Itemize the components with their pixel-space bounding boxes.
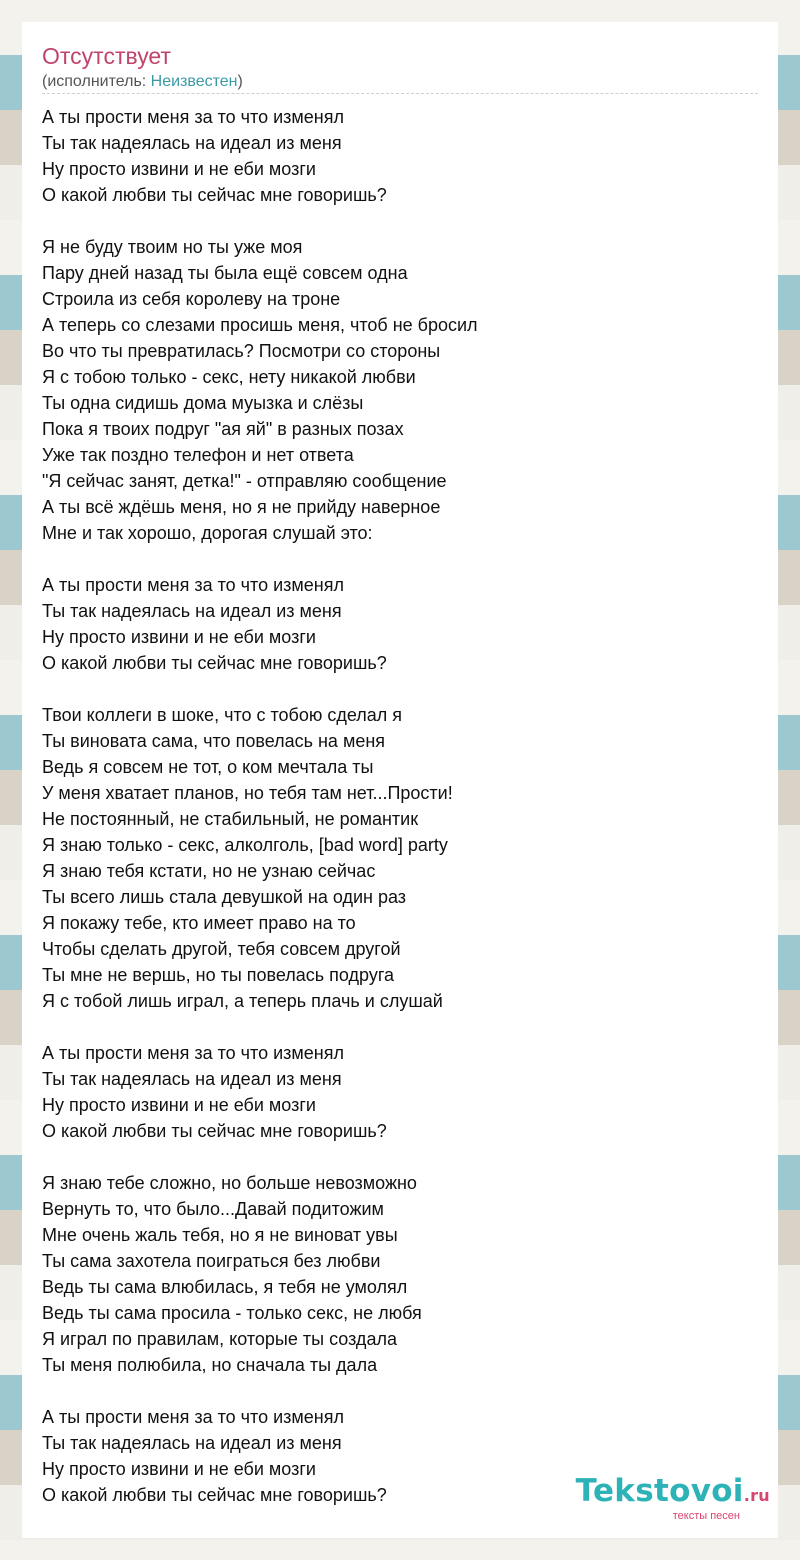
lyrics-stanza (42, 572, 742, 676)
artist-link[interactable]: Неизвестен (150, 73, 238, 90)
title-divider (42, 93, 758, 94)
lyric-line: А теперь со слезами просишь меня, чтоб не бросил (42, 315, 478, 335)
lyric-line: Я знаю тебе сложно, но больше невозможно (42, 1173, 417, 1193)
lyric-line: Я с тобою только - секс, нету никакой любви (42, 367, 416, 387)
lyric-line: Строила из себя королеву на троне (42, 289, 341, 309)
artist-prefix: (исполнитель: (42, 73, 151, 90)
lyric-line: Ведь я совсем не тот, о ком мечтала ты (42, 757, 374, 777)
lyric-line: Ты одна сидишь дома муызка и слёзы (42, 393, 364, 413)
lyric-line: Твои коллеги в шоке, что с тобою сделал я (42, 705, 403, 725)
lyric-line: Уже так поздно телефон и нет ответа (42, 445, 354, 465)
lyric-line: Ну просто извини и не еби мозги (42, 627, 316, 647)
lyric-line: Ты меня полюбила, но сначала ты дала (42, 1355, 378, 1375)
logo-name: Tekstovoi (575, 1473, 744, 1509)
lyric-line: Я знаю только - секс, алколголь, [bad word] party (42, 835, 448, 855)
lyric-line: Я не буду твоим но ты уже моя (42, 237, 303, 257)
lyrics-body (42, 104, 742, 1534)
lyric-line: Ты мне не вершь, но ты повелась подруга (42, 965, 395, 985)
lyric-line: А ты прости меня за то что изменял (42, 1407, 344, 1427)
lyric-line: О какой любви ты сейчас мне говоришь? (42, 185, 387, 205)
lyric-line: Ведь ты сама просила - только секс, не любя (42, 1303, 422, 1323)
lyric-line: А ты прости меня за то что изменял (42, 575, 344, 595)
lyrics-stanza (42, 1040, 742, 1144)
song-title: Отсутствует (42, 43, 171, 69)
lyrics-stanza (42, 702, 742, 1014)
lyric-line: Ведь ты сама влюбилась, я тебя не умолял (42, 1277, 408, 1297)
lyric-line: Ты так надеялась на идеал из меня (42, 601, 342, 621)
lyric-line: Ты так надеялась на идеал из меня (42, 1069, 342, 1089)
lyric-line: Пару дней назад ты была ещё совсем одна (42, 263, 408, 283)
lyric-line: Пока я твоих подруг "ая яй" в разных позах (42, 419, 404, 439)
lyric-line: Ну просто извини и не еби мозги (42, 1459, 316, 1479)
logo-tld: .ru (743, 1486, 770, 1505)
lyric-line: Ты сама захотела поиграться без любви (42, 1251, 381, 1271)
lyrics-stanza (42, 1170, 742, 1378)
lyric-line: "Я сейчас занят, детка!" - отправляю сообщение (42, 471, 447, 491)
artist-suffix: ) (237, 73, 243, 90)
lyric-line: Я играл по правилам, которые ты создала (42, 1329, 397, 1349)
lyric-line: Мне очень жаль тебя, но я не виноват увы (42, 1225, 398, 1245)
lyric-line: Не постоянный, не стабильный, не романтик (42, 809, 419, 829)
lyric-line: Я знаю тебя кстати, но не узнаю сейчас (42, 861, 376, 881)
lyric-line: О какой любви ты сейчас мне говоришь? (42, 1121, 387, 1141)
lyric-line: Я с тобой лишь играл, а теперь плачь и слушай (42, 991, 443, 1011)
lyric-line: А ты всё ждёшь меня, но я не прийду наверное (42, 497, 441, 517)
lyric-line: Ты так надеялась на идеал из меня (42, 133, 342, 153)
lyric-line: У меня хватает планов, но тебя там нет...Прости! (42, 783, 453, 803)
lyric-line: Ты виновата сама, что повелась на меня (42, 731, 386, 751)
lyric-line: А ты прости меня за то что изменял (42, 107, 344, 127)
lyrics-stanza (42, 234, 742, 546)
artist-line (42, 72, 243, 92)
lyrics-stanza (42, 104, 742, 208)
lyric-line: Во что ты превратилась? Посмотри со стороны (42, 341, 441, 361)
lyric-line: Я покажу тебе, кто имеет право на то (42, 913, 356, 933)
logo-wordmark (576, 1475, 770, 1512)
lyric-line: Ты всего лишь стала девушкой на один раз (42, 887, 407, 907)
lyric-line: Вернуть то, что было...Давай подитожим (42, 1199, 384, 1219)
lyric-line: Ты так надеялась на идеал из меня (42, 1433, 342, 1453)
site-logo[interactable] (576, 1475, 770, 1522)
lyric-line: О какой любви ты сейчас мне говоришь? (42, 653, 387, 673)
lyric-line: Чтобы сделать другой, тебя совсем другой (42, 939, 401, 959)
logo-tagline: тексты песен (672, 1510, 740, 1522)
lyric-line: О какой любви ты сейчас мне говоришь? (42, 1485, 387, 1505)
lyric-line: Ну просто извини и не еби мозги (42, 1095, 316, 1115)
lyric-line: А ты прости меня за то что изменял (42, 1043, 344, 1063)
lyric-line: Мне и так хорошо, дорогая слушай это: (42, 523, 373, 543)
lyric-line: Ну просто извини и не еби мозги (42, 159, 316, 179)
lyrics-card (22, 22, 778, 1538)
